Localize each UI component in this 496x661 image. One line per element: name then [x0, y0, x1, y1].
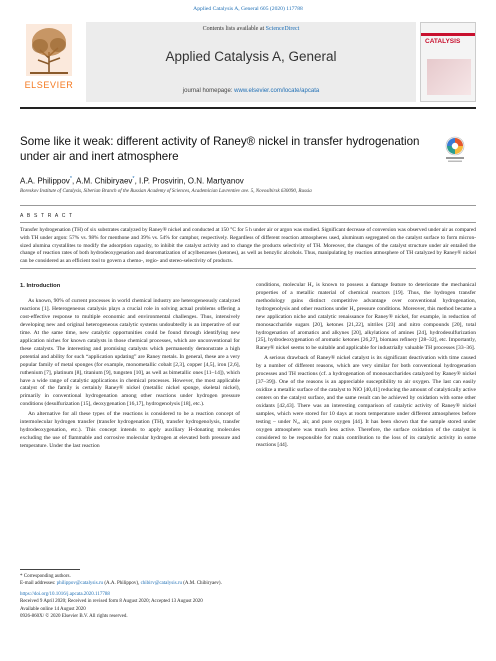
affiliation: Boreskov Institute of Catalysis, Siberian Branch of the Russian Academy of Sciences, Academician Lavrentiev ave. 5, Novosibirsk 630090, Russia [20, 189, 312, 194]
paragraph: conditions, molecular H₂ is known to possess a damage feature to deteriorate the mechanical properties of a metallic material of chemical reactors [19]. Thus, the hydrogen transfer methodology gains distinct competitive advantage over conventional hydrogenation, hydrogenolysis and other reactions under H₂ pressure conditions. Moreover, this method became a new application niche and catalytic renaissance for Raney® nickel, for example, in reduction of monosaccharide sugars [20], ketones [21,22], nitriles [23] and nitro compounds [20], total hydrogenation of aromatics and alkynes [20], alkylations of amines [24], hydrodesulfurization [25], hydrodeoxygenation of aromatic ketones [26,27], biomass refinery [28–32], etc. Importantly, Raney® nickel seems to be suitable and applicable for industrially valuable TH processes [33–36]. [256, 282, 476, 352]
body-column-right [256, 282, 476, 452]
email-link-chibiryaev[interactable]: chibirv@catalysis.ru [140, 580, 182, 586]
check-for-updates-icon[interactable] [444, 136, 466, 164]
corresponding-mark[interactable]: * [132, 176, 135, 182]
homepage-line [86, 88, 416, 94]
email-link-philippov[interactable]: philippov@catalysis.ru [56, 580, 104, 586]
homepage-prefix: journal homepage: [182, 88, 235, 94]
paragraph: As known, 90% of current processes in world chemical industry are heterogeneously catalyzed reactions [1]. Heterogeneous catalysis plays a crucial role in solving actual problems offering a cost-effective response to multiple economic and environmental challenges. Thus, intensively developing new and original heterogeneous catalytic systems undoubtedly is an imperative of our time. At the same time, new catalytic opportunities could be found through identifying new application niches for known catalysts in those chemical processes, which are unconventional for these catalysts. The interesting and promising catalysts which permanently demonstrate a high potential and ability for such “application updating” are Raney metals. In general, these are a very popular family of metal sponges (for example, monometallic cobalt [2,3], copper [4,5], iron [2,6], ruthenium [7], platinum [8], titanium [9], tungsten [10], as well as bimetallic ones [11–14]), which have a wide range of catalytic applications in chemical processes. However, the most applicable catalyst of the family is certainly Raney® nickel (metallic nickel sponge, skeletal nickel), primarily in conventional hydrogenation among other reactions under hydrogen pressure conditions (desulfurization [15], deoxygenation [16,17], hydrogenolysis [18], etc.). [20, 298, 240, 408]
author-chibiryaev[interactable]: , A.M. Chibiryaev [71, 176, 133, 186]
body-column-left [20, 282, 240, 453]
other-authors[interactable]: , I.P. Prosvirin, O.N. Martyanov [134, 176, 244, 186]
abstract-text: Transfer hydrogenation (TH) of six substrates catalyzed by Raney® nickel and conducted at 150 °C for 5 h under air or argon was studied. Significant decrease of conversion was observed under air as compared with TH under argon: 57% vs. 98% for menthone and 39% vs. 54% for camphor, respectively. Regardless of different reaction atmospheres used, aluminum segregated on the catalyst surface to form micron-sized alumina crystallites to modify the adsorption capacity, to inhibit the catalyst activity and to change the products selectivity of TH. Moreover, the changes of the catalyst structure under air entailed the change of reaction rates of both hydrodeoxygenation and dearomatization of acylbenzenes (ketones), as well as benzylic alcohols. Thus, manipulating by reaction atmosphere of TH catalyzed by Raney® nickel can be considered as an efficient tool to govern a chemo-, regio- and stereo-selectivity of products. [20, 227, 476, 265]
abstract-heading-rule [20, 222, 476, 223]
footnote-rule [20, 569, 80, 570]
author-philippov[interactable]: A.A. Philippov [20, 176, 70, 186]
copyright-line: 0926-860X/ © 2020 Elsevier B.V. All rights reserved. [20, 613, 128, 619]
cover-title: CATALYSIS [425, 38, 461, 45]
sciencedirect-link[interactable]: ScienceDirect [265, 26, 300, 32]
abstract-heading: A B S T R A C T [20, 213, 74, 219]
author-list [20, 176, 476, 186]
journal-citation[interactable]: Applied Catalysis A, General 605 (2020) 117788 [193, 6, 303, 12]
elsevier-tree-icon [26, 24, 72, 76]
journal-cover-image[interactable] [420, 22, 476, 102]
footnotes [20, 569, 476, 620]
email-owner: (A.M. Chibiryaev). [181, 580, 222, 586]
abstract-top-rule [20, 205, 476, 206]
section-heading: 1. Introduction [20, 283, 61, 289]
paragraph: An alternative for all these types of the reactions is considered to be a reaction concept of intermolecular hydrogen transfer (transfer hydrogenation (TH), transfer hydrogenolysis, transfer hydrodeoxygenation, etc.). This concept intends to apply auxiliary H-donating molecules excluding the use of flammable and corrosive molecular hydrogen at elevated both pressure and temperature. Under the last reaction [20, 411, 240, 449]
corresponding-mark[interactable]: * [69, 176, 72, 182]
masthead-divider [20, 107, 476, 109]
available-online: Available online 14 August 2020 [20, 606, 86, 612]
article-title: Some like it weak: different activity of Raney® nickel in transfer hydrogenation under air and inert atmosphere [20, 135, 420, 164]
elsevier-logo [20, 24, 78, 96]
journal-banner [86, 22, 416, 102]
paragraph: A serious drawback of Raney® nickel catalyst is its significant deactivation with time caused by a number of different reasons, which are very similar for both conventional hydrogenation processes and TH reactions (cf. a hydrogenation of monosaccharides catalyzed by Raney® nickel [37–39]). One of the reasons is an appreciable susceptibility to air oxygen. The last can easily oxidize a metallic surface of the catalyst to NiO [40,41] reducing the amount of catalytically active centers on the catalyst surface, and the same result can be achieved by oxidation with some other oxidants [42,43]. There was an interesting comparison of catalytic activity of Raney® nickel samples, which were stored for 10 days at room temperature under different atmospheres before testing – under N₂, air, and pure oxygen [44]. It has been shown that the sample stored under oxygen atmosphere was much less active. Therefore, the surface oxidation of the catalyst is considered to be responsible for main contribution to the loss of its catalytic activity in some reactions [44]. [256, 355, 476, 449]
cover-illustration [427, 59, 471, 95]
contents-line [86, 26, 416, 32]
corresponding-note: * Corresponding authors. [20, 573, 71, 579]
journal-homepage-link[interactable]: www.elsevier.com/locate/apcata [234, 88, 320, 94]
journal-title: Applied Catalysis A, General [165, 49, 337, 64]
doi-link[interactable]: https://doi.org/10.1016/j.apcata.2020.117788 [20, 592, 110, 597]
cover-band [421, 33, 475, 36]
email-prefix: E-mail addresses: [20, 580, 57, 586]
contents-prefix: Contents lists available at [202, 26, 266, 32]
publisher-name: ELSEVIER [24, 80, 74, 90]
abstract-bottom-rule [20, 268, 476, 269]
email-owner: (A.A. Philippov), [103, 580, 141, 586]
received-dates: Received 9 April 2020; Received in revised form 8 August 2020; Accepted 13 August 2020 [20, 599, 203, 605]
email-line [20, 580, 476, 587]
journal-masthead [20, 22, 476, 102]
